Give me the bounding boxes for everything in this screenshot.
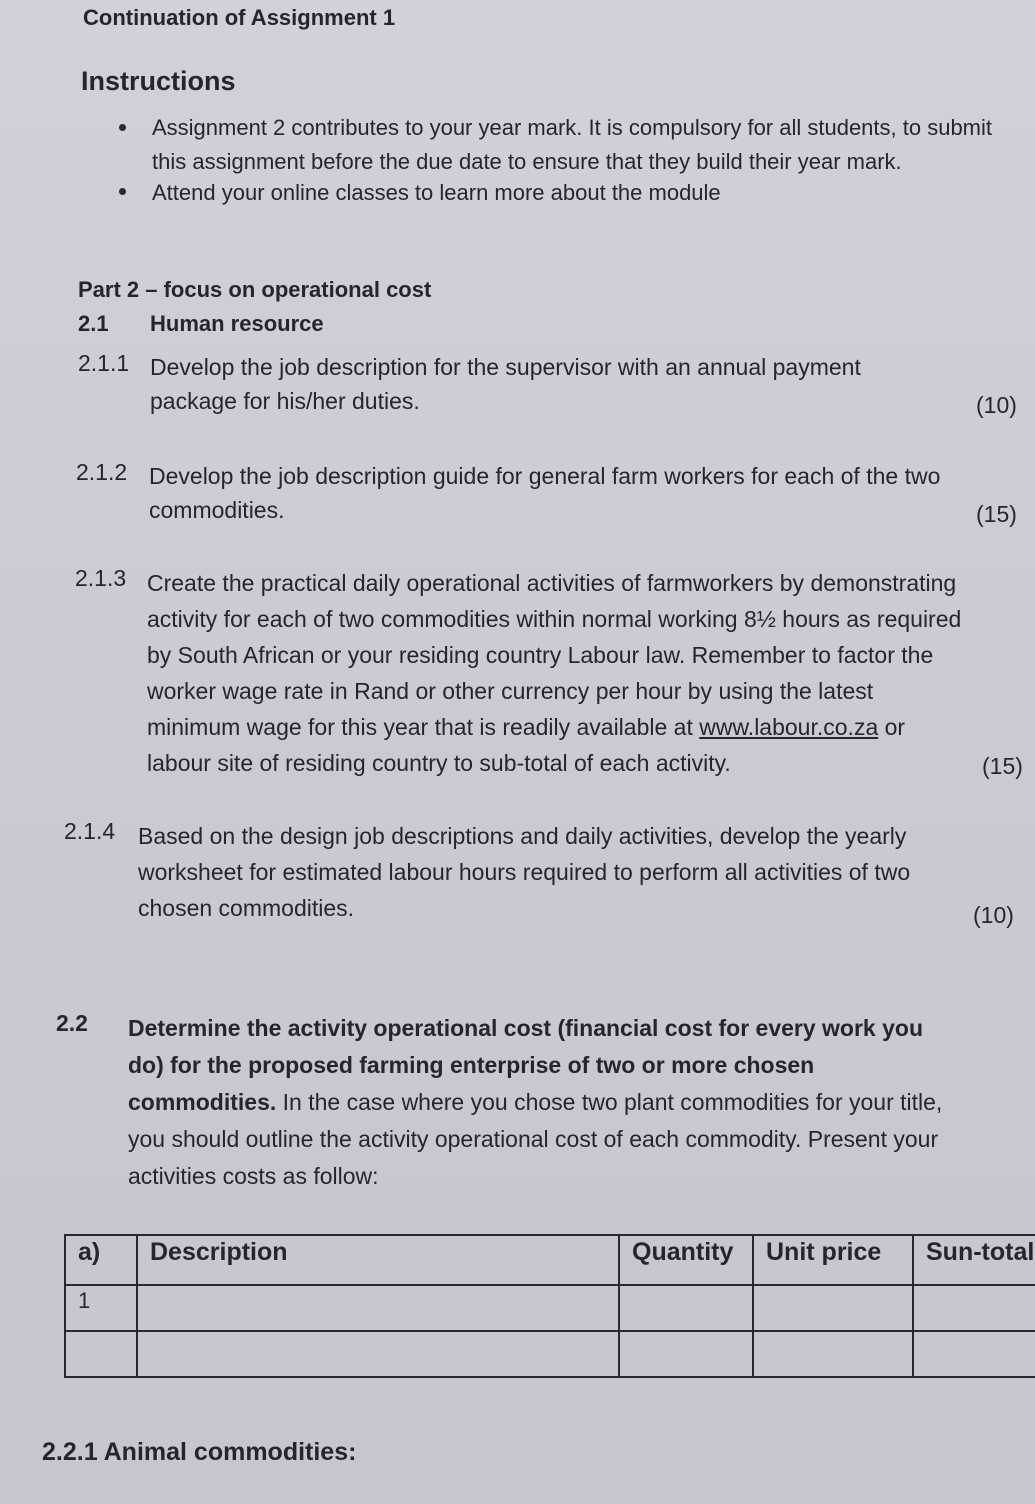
table-header-row: [65, 1235, 1035, 1285]
question-2-1-2-text: Develop the job description guide for general farm workers for each of the two commodities.: [149, 463, 941, 523]
table-row: [65, 1331, 1035, 1377]
section-2-1-number: 2.1: [78, 311, 109, 336]
question-2-1-4-text: Based on the design job descriptions and daily activities, develop the yearly worksheet for estimated labour hours required to perform all activities of two chosen commodities.: [138, 823, 911, 921]
section-2-2-text: Determine the activity operational cost (financial cost for every work you do) for the proposed farming enterprise of two or more chosen commodities. In the case where you chose two plant commodities for your title, you should outline the activity operational cost of each commodity. Present your activities costs as follow:: [128, 1015, 943, 1189]
question-2-1-1-marks: (10): [976, 392, 1017, 418]
activity-cost-table: [64, 1234, 1035, 1378]
column-header: Quantity: [619, 1235, 753, 1285]
column-header: Description: [137, 1235, 619, 1285]
page-title: Continuation of Assignment 1: [83, 5, 396, 30]
bullet-icon: [119, 124, 126, 131]
table-row: [65, 1285, 1035, 1331]
table-cell: [753, 1285, 913, 1331]
section-2-2-number: 2.2: [56, 1010, 88, 1036]
section-2-1-title: Human resource: [150, 311, 324, 336]
question-2-1-4-number: 2.1.4: [64, 818, 116, 844]
table-cell: [753, 1331, 913, 1377]
table-cell: [913, 1285, 1035, 1331]
table-cell: [619, 1331, 753, 1377]
table-cell: [137, 1285, 619, 1331]
labour-website-link[interactable]: www.labour.co.za: [699, 714, 879, 740]
question-2-1-3-marks: (15): [982, 753, 1023, 779]
question-2-1-3-text: Create the practical daily operational activities of farmworkers by demonstrating activity for each of two commodities within normal working 8½ hours as required by South African or your residing country Labour law. Remember to factor the worker wage rate in Rand or other currency per hour by using the latest minimum wage for this year that is readily available at www.labour.co.za or labour site of residing country to sub-total of each activity.: [147, 570, 962, 776]
table-cell: [619, 1285, 753, 1331]
question-2-1-3-number: 2.1.3: [75, 565, 127, 591]
part2-heading: Part 2 – focus on operational cost: [78, 277, 432, 302]
question-2-1-1-number: 2.1.1: [78, 350, 130, 376]
instruction-bullet-2: Attend your online classes to learn more about the module: [152, 180, 721, 205]
column-header: a): [65, 1235, 137, 1285]
instructions-heading: Instructions: [81, 66, 236, 96]
column-header: Sun-total: [913, 1235, 1035, 1285]
question-2-1-1-text: Develop the job description for the supervisor with an annual payment package for his/her duties.: [150, 354, 861, 414]
question-2-1-2-number: 2.1.2: [76, 459, 128, 485]
section-2-2-1-title: 2.2.1 Animal commodities:: [42, 1438, 357, 1466]
instruction-bullet-1: Assignment 2 contributes to your year mark. It is compulsory for all students, to submit this assignment before the due date to ensure that they build their year mark.: [152, 115, 993, 174]
table-cell: 1: [65, 1285, 137, 1331]
table-cell: [137, 1331, 619, 1377]
bullet-icon: [119, 188, 126, 195]
question-2-1-2-marks: (15): [976, 501, 1017, 527]
question-2-1-4-marks: (10): [973, 902, 1014, 928]
table-cell: [913, 1331, 1035, 1377]
column-header: Unit price: [753, 1235, 913, 1285]
table-cell: [65, 1331, 137, 1377]
